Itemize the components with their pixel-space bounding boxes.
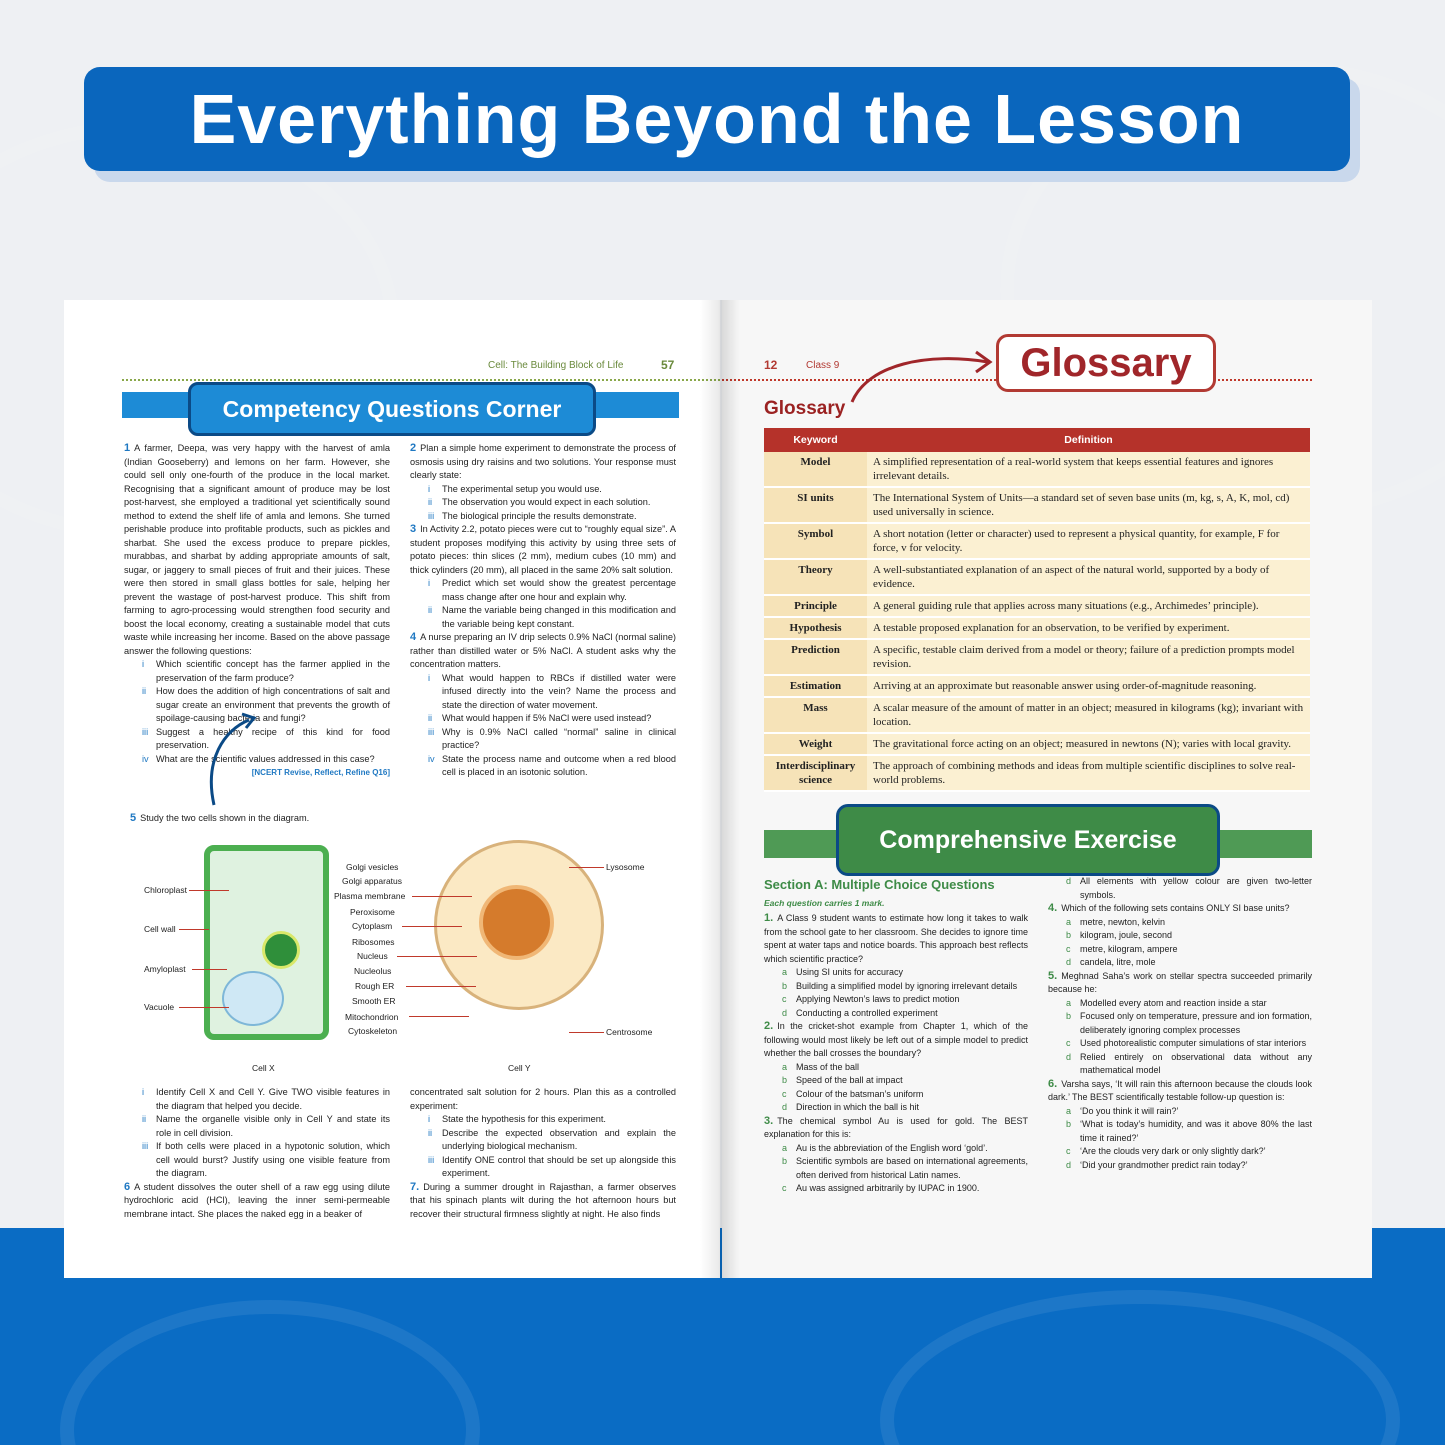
label-leader-line xyxy=(569,867,604,868)
label-leader-line xyxy=(569,1032,604,1033)
question-number: 5. xyxy=(1048,969,1058,982)
diagram-label: Centrosome xyxy=(606,1027,653,1037)
table-row: Prediction A specific, testable claim derived from a model or theory; failure of a prediction prompts model revision. xyxy=(764,639,1310,675)
sub-question: i Predict which set would show the greatest percentage mass change after one hour and explain why. xyxy=(428,578,676,602)
section-a-note: Each question carries 1 mark. xyxy=(764,898,885,908)
diagram-label: Peroxisome xyxy=(350,907,395,917)
question-text: Study the two cells shown in the diagram. xyxy=(140,813,310,823)
question-text: Which of the following sets contains ONLY SI base units? xyxy=(1061,903,1290,913)
option: c Colour of the batsman’s uniform xyxy=(782,1088,924,1099)
question-5 xyxy=(130,812,430,826)
table-row: Symbol A short notation (letter or character) used to represent a physical quantity, for example, F for force, v for velocity. xyxy=(764,523,1310,559)
question-text: Meghnad Saha’s work on stellar spectra succeeded primarily because he: xyxy=(1048,970,1312,994)
page-number: 12 xyxy=(764,358,778,372)
table-row: Mass A scalar measure of the amount of matter in an object; measured in kilograms (kg); invariant with location. xyxy=(764,697,1310,733)
header-divider xyxy=(122,379,720,381)
plant-cell-diagram xyxy=(204,845,329,1040)
option: d Relied entirely on observational data without any mathematical model xyxy=(1066,1051,1312,1075)
sub-question: i Identify Cell X and Cell Y. Give TWO visible features in the diagram that helped you decide. xyxy=(142,1087,390,1111)
question-text: In the cricket-shot example from Chapter 1, which of the following would most likely be left out of a simple model to predict whether the ball crosses the boundary? xyxy=(764,1021,1028,1058)
table-row: SI units The International System of Units—a standard set of seven base units (m, kg, s, A, K, mol, cd) used universally in science. xyxy=(764,487,1310,523)
diagram-label: Golgi vesicles xyxy=(346,862,399,872)
option: c Au was assigned arbitrarily by IUPAC in 1900. xyxy=(782,1183,980,1193)
running-head: Cell: The Building Block of Life xyxy=(488,360,624,371)
sub-question: iii Identify ONE control that should be set up alongside this experiment. xyxy=(428,1154,676,1178)
sub-question: i Which scientific concept has the farmer applied in the preservation of the farm produce? xyxy=(142,659,390,683)
right-book-page xyxy=(722,300,1372,1278)
label-leader-line xyxy=(402,926,462,927)
option: b ‘What is today’s humidity, and was it above 80% the last time it rained?’ xyxy=(1066,1119,1312,1143)
sub-question: iii Why is 0.9% NaCl called “normal” saline in clinical practice? xyxy=(428,726,676,750)
ncert-reference: [NCERT Revise, Reflect, Refine Q16] xyxy=(251,768,390,777)
question-number: 4. xyxy=(1048,902,1058,914)
option: c Used photorealistic computer simulations of star interiors xyxy=(1066,1038,1307,1048)
section-title: Competency Questions Corner xyxy=(188,382,596,436)
diagram-label: Vacuole xyxy=(144,1002,175,1012)
section-a-heading: Section A: Multiple Choice Questions xyxy=(764,877,995,892)
diagram-label: Chloroplast xyxy=(144,885,187,895)
mcq-column-2 xyxy=(1048,875,1312,1172)
question-column-1-lower xyxy=(124,1086,390,1221)
table-row: Theory A well-substantiated explanation of an aspect of the natural world, supported by a body of evidence. xyxy=(764,559,1310,595)
sub-question: i The experimental setup you would use. xyxy=(428,483,602,494)
diagram-caption: Cell Y xyxy=(508,1063,531,1073)
sub-question: i State the hypothesis for this experiment. xyxy=(428,1114,606,1124)
running-head: Class 9 xyxy=(806,360,840,371)
question-number: 1. xyxy=(764,912,774,924)
table-header-keyword: Keyword xyxy=(764,428,867,452)
option: d Conducting a controlled experiment xyxy=(782,1007,938,1018)
glossary-heading: Glossary xyxy=(764,398,846,419)
option: a Using SI units for accuracy xyxy=(782,967,904,977)
question-text: In Activity 2.2, potato pieces were cut to “roughly equal size”. A student proposes modifying this activity by using three sets of potato pieces: thin slices (2 mm), medium cubes (10 mm) and thick cylinders (20 mm), all placed in the same 20% salt solution. xyxy=(410,524,676,575)
question-text: A farmer, Deepa, was very happy with the harvest of amla (Indian Gooseberry) and lemons on her farm. However, she could sell only one-fourth of the produce in the local market. Recognising that a significant amount of produce may be lost post-harvest, she employed a traditional yet scientifically sound method to extend the shelf life of amla and lemons. She turned perishable produce into profitable products, such as pickles and sharbat. She used the excess produce to prepare pickles, murabbas, and sharbat by adding appropriate amounts of salt, sugar, or jaggery to small pieces of fruit and their juices. These were then stored in small glass bottles for sale, helping her prevent the wastage of post-harvest produce. This shift from farming to agro-processing would strengthen food security and boost the local economy, creating a sustainable model that cuts waste while increasing her income. Based on the above passage answer the following questions: xyxy=(124,443,390,656)
label-leader-line xyxy=(409,1016,469,1017)
option: a Mass of the ball xyxy=(782,1061,860,1072)
table-row: Estimation Arriving at an approximate but reasonable answer using order-of-magnitude reasoning. xyxy=(764,675,1310,697)
option: a ‘Do you think it will rain?’ xyxy=(1066,1105,1179,1116)
nucleus-shape xyxy=(262,931,300,969)
label-leader-line xyxy=(397,956,477,957)
diagram-label: Golgi apparatus xyxy=(342,876,403,886)
left-book-page xyxy=(64,300,720,1278)
diagram-label: Amyloplast xyxy=(144,964,186,974)
question-number: 6 xyxy=(124,1180,131,1193)
question-text: During a summer drought in Rajasthan, a farmer observes that his spinach plants wilt during the hot afternoon hours but recover their structural firmness slightly at night. He also finds xyxy=(410,1181,676,1219)
callout-arrow-icon xyxy=(848,344,998,404)
option: b kilogram, joule, second xyxy=(1066,930,1173,940)
sub-question: iii If both cells were placed in a hypotonic solution, which cell would burst? Justify using one visible feature from the diagram. xyxy=(142,1141,390,1178)
exercise-title: Comprehensive Exercise xyxy=(836,804,1220,876)
animal-cell-diagram xyxy=(434,840,604,1010)
diagram-label: Smooth ER xyxy=(352,996,396,1006)
diagram-label: Nucleolus xyxy=(354,966,392,976)
diagram-label: Nucleus xyxy=(357,951,388,961)
sub-question: ii Name the organelle visible only in Cell Y and state its role in cell division. xyxy=(142,1114,390,1138)
question-number: 2. xyxy=(764,1020,774,1032)
sub-question: iii The biological principle the results demonstrate. xyxy=(428,510,637,521)
question-number: 4 xyxy=(410,631,417,643)
sub-question: iv What are the scientific values addressed in this case? xyxy=(142,753,375,764)
diagram-label: Plasma membrane xyxy=(334,891,406,901)
table-row: Hypothesis A testable proposed explanation for an observation, to be verified by experiment. xyxy=(764,617,1310,639)
table-row: Model A simplified representation of a real-world system that keeps essential features and ignores irrelevant details. xyxy=(764,452,1310,487)
diagram-caption: Cell X xyxy=(252,1063,275,1073)
option: c metre, kilogram, ampere xyxy=(1066,943,1178,954)
option: b Speed of the ball at impact xyxy=(782,1075,903,1085)
option: d Direction in which the ball is hit xyxy=(782,1102,920,1112)
option: a Modelled every atom and reaction inside a star xyxy=(1066,997,1267,1008)
question-text: A Class 9 student wants to estimate how long it takes to walk from the school gate to her classroom. She decides to ignore time spent at water taps and notice boards. This approach best reflects which scientific practice? xyxy=(764,913,1028,964)
label-leader-line xyxy=(192,969,227,970)
sub-question: iii Suggest a healthy recipe of this kind for food preservation. xyxy=(142,726,390,750)
question-text: Plan a simple home experiment to demonstrate the process of osmosis using dry raisins and two solutions. Your response must clearly state: xyxy=(410,443,676,480)
sub-question: i What would happen to RBCs if distilled water were infused directly into the vein? Name the process and state the direction of water movement. xyxy=(428,672,676,710)
diagram-label: Ribosomes xyxy=(352,937,395,947)
question-column-2 xyxy=(410,442,676,780)
diagram-label: Lysosome xyxy=(606,862,645,872)
question-text: A nurse preparing an IV drip selects 0.9% NaCl (normal saline) rather than distilled water or 5% NaCl. A student asks why the concentration matters. xyxy=(410,632,676,669)
option: d candela, litre, mole xyxy=(1066,957,1156,967)
diagram-label: Cell wall xyxy=(144,924,176,934)
question-number: 3 xyxy=(410,523,417,535)
label-leader-line xyxy=(406,986,476,987)
sub-question: ii What would happen if 5% NaCl were used instead? xyxy=(428,713,652,723)
question-number: 2 xyxy=(410,442,417,454)
table-row: Weight The gravitational force acting on an object; measured in newtons (N); varies with local gravity. xyxy=(764,733,1310,755)
option: c ‘Are the clouds very dark or only slightly dark?’ xyxy=(1066,1146,1266,1156)
question-text: The chemical symbol Au is used for gold. The BEST explanation for this is: xyxy=(764,1115,1028,1139)
page-number: 57 xyxy=(661,358,675,372)
sub-question: ii Describe the expected observation and explain the underlying biological mechanism. xyxy=(428,1127,676,1151)
question-text: concentrated salt solution for 2 hours. Plan this as a controlled experiment: xyxy=(410,1087,676,1111)
question-column-2-lower xyxy=(410,1086,676,1221)
option: b Building a simplified model by ignoring irrelevant details xyxy=(782,980,1018,991)
option: b Scientific symbols are based on international agreements, often derived from historical Latin names. xyxy=(782,1156,1028,1180)
diagram-label: Cytoplasm xyxy=(352,921,393,931)
label-leader-line xyxy=(179,1007,229,1008)
mcq-column-1 xyxy=(764,912,1028,1196)
option: d All elements with yellow colour are given two-letter symbols. xyxy=(1066,876,1312,900)
option: d ‘Did your grandmother predict rain today?’ xyxy=(1066,1159,1248,1170)
sub-question: ii How does the addition of high concentrations of salt and sugar create an environment that prevents the growth of spoilage-causing bacteria and fungi? xyxy=(142,686,390,723)
label-leader-line xyxy=(412,896,472,897)
glossary-table xyxy=(764,428,1310,792)
table-row: Interdisciplinary science The approach of combining methods and ideas from multiple scientific disciplines to solve real-world problems. xyxy=(764,755,1310,791)
glossary-callout: Glossary xyxy=(996,334,1216,392)
page-title-banner: Everything Beyond the Lesson xyxy=(84,67,1350,171)
vacuole-shape xyxy=(222,971,284,1026)
sub-question: iv State the process name and outcome when a red blood cell is placed in an isotonic solution. xyxy=(428,753,676,777)
question-text: Varsha says, ‘It will rain this afternoon because the clouds look dark.’ The BEST scientifically testable follow-up question is: xyxy=(1048,1078,1312,1102)
question-text: A student dissolves the outer shell of a raw egg using dilute hydrochloric acid (HCl), leaving the inner semi-permeable membrane intact. She places the naked egg in a beaker of xyxy=(124,1181,390,1219)
diagram-label: Mitochondrion xyxy=(345,1012,399,1022)
option: c Applying Newton’s laws to predict motion xyxy=(782,994,960,1004)
diagram-label: Cytoskeleton xyxy=(348,1026,398,1036)
label-leader-line xyxy=(179,929,209,930)
question-number: 6. xyxy=(1048,1077,1058,1090)
sub-question: ii Name the variable being changed in this modification and the variable being kept constant. xyxy=(428,605,676,629)
option: a metre, newton, kelvin xyxy=(1066,916,1166,927)
diagram-label: Rough ER xyxy=(355,981,395,991)
question-number: 1 xyxy=(124,442,131,454)
label-leader-line xyxy=(189,890,229,891)
question-number: 5 xyxy=(130,812,137,824)
curved-arrow-icon xyxy=(204,700,264,810)
nucleus-shape xyxy=(479,885,554,960)
question-number: 3. xyxy=(764,1114,774,1127)
sub-question: ii The observation you would expect in each solution. xyxy=(428,497,651,507)
table-row: Principle A general guiding rule that applies across many situations (e.g., Archimedes’ principle). xyxy=(764,595,1310,617)
book-gutter-shadow xyxy=(700,300,740,1278)
option: b Focused only on temperature, pressure and ion formation, deliberately ignoring complex processes xyxy=(1066,1011,1312,1035)
question-number: 7. xyxy=(410,1180,420,1193)
table-header-definition: Definition xyxy=(867,428,1310,452)
option: a Au is the abbreviation of the English word ‘gold’. xyxy=(782,1142,988,1153)
